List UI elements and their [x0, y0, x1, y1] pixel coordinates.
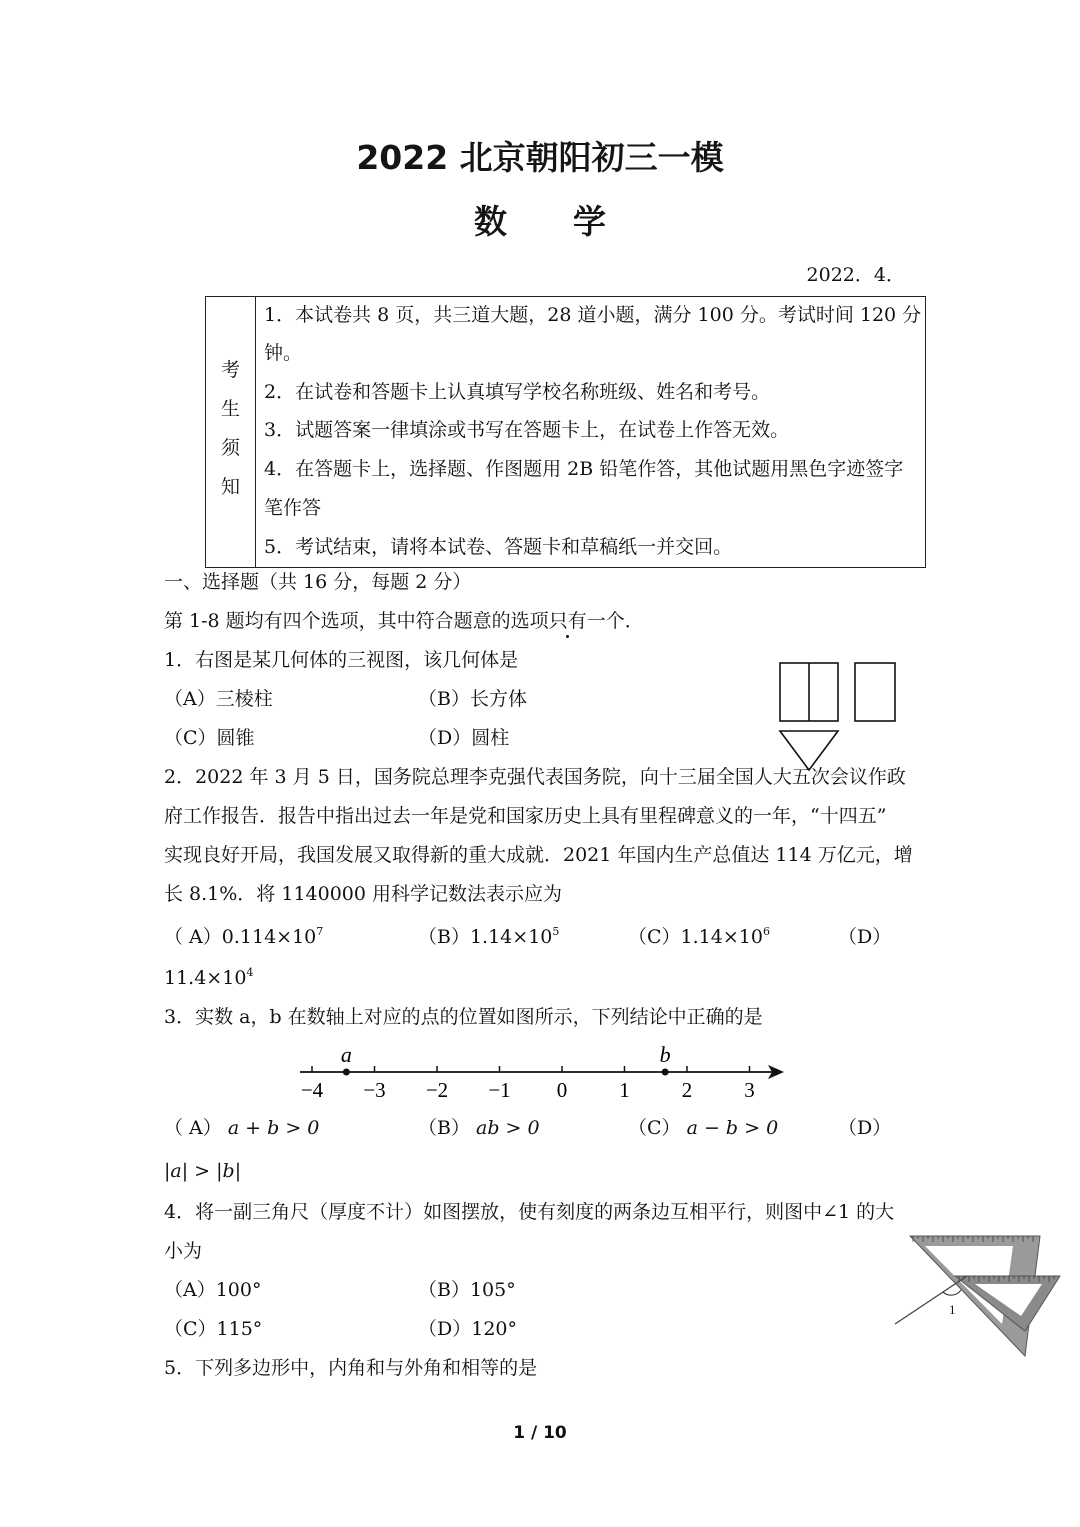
emphasis-text: 只有	[548, 610, 587, 632]
notice-label-cell	[206, 297, 256, 567]
exam-date: 2022．4．	[806, 264, 905, 286]
q3-option-d-label: （D）	[838, 1117, 892, 1139]
q2-option-c	[628, 926, 770, 948]
q2-option-d-label: （D）	[838, 926, 892, 948]
top-view	[780, 731, 838, 770]
point-a	[343, 1069, 350, 1076]
section-instruction	[164, 610, 644, 632]
three-view-diagram	[775, 658, 905, 773]
option-base: 1.14×10	[469, 926, 553, 948]
question-4-line: 小为	[164, 1240, 203, 1262]
notice-line: 3．试题答案一律填涂或书写在答题卡上，在试卷上作答无效。	[264, 419, 790, 441]
notice-label-char: 知	[221, 476, 241, 498]
q2-option-d-value	[164, 967, 253, 989]
set-squares-diagram	[895, 1232, 1075, 1358]
number-line-tick-label: 3	[744, 1078, 755, 1102]
notice-label-char: 生	[221, 398, 241, 420]
question-2-line: 2．2022 年 3 月 5 日，国务院总理李克强代表国务院，向十三届全国人大五次会议作政	[164, 766, 906, 788]
notice-line: 钟。	[264, 342, 303, 364]
option-expression: ab > 0	[476, 1117, 540, 1139]
option-label: （B）	[418, 926, 470, 948]
number-line-tick-label: −2	[425, 1078, 449, 1102]
number-line-tick-label: −1	[488, 1078, 511, 1102]
option-label: （C）	[628, 1117, 681, 1139]
angle-label: 1	[949, 1302, 956, 1317]
question-1-stem: 1．右图是某几何体的三视图，该几何体是	[164, 649, 519, 671]
number-line-tick-label: −3	[363, 1078, 386, 1102]
instruction-text: 一个．	[586, 610, 644, 632]
notice-line: 2．在试卷和答题卡上认真填写学校名称班级、姓名和考号。	[264, 381, 771, 403]
q3-option-c	[628, 1117, 778, 1139]
option-expression: a + b > 0	[227, 1117, 320, 1139]
q3-option-b	[418, 1117, 540, 1139]
question-2-line: 长 8.1%．将 1140000 用科学记数法表示应为	[164, 883, 563, 905]
q4-option-b: （B）105°	[418, 1279, 516, 1301]
option-exponent: 7	[316, 925, 324, 938]
subject-title: 数 学	[474, 202, 606, 241]
question-4-line: 4．将一副三角尺（厚度不计）如图摆放，使有刻度的两条边互相平行，则图中∠1 的大	[164, 1201, 895, 1223]
option-base: 0.114×10	[221, 926, 317, 948]
q1-option-a: （A）三棱柱	[164, 688, 273, 710]
option-label: （C）	[628, 926, 681, 948]
notice-label-char: 须	[221, 437, 241, 459]
number-line-tick-label: 1	[619, 1078, 630, 1102]
ruler-edge	[895, 1276, 967, 1324]
number-line-tick-label: −4	[300, 1078, 324, 1102]
question-5-stem: 5．下列多边形中，内角和与外角和相等的是	[164, 1357, 538, 1379]
section-heading: 一、选择题（共 16 分，每题 2 分）	[164, 571, 472, 593]
q4-option-a: （A）100°	[164, 1279, 262, 1301]
q1-option-d: （D）圆柱	[418, 727, 510, 749]
q4-option-d: （D）120°	[418, 1318, 517, 1340]
q1-option-b: （B）长方体	[418, 688, 527, 710]
number-line-tick-label: 2	[681, 1078, 693, 1102]
q2-option-b	[418, 926, 559, 948]
option-label: （ A）	[164, 926, 222, 948]
notice-line: 1．本试卷共 8 页，共三道大题，28 道小题，满分 100 分。考试时间 120 分	[264, 304, 922, 326]
side-view	[855, 663, 895, 721]
question-2-line: 实现良好开局，我国发展又取得新的重大成就．2021 年国内生产总值达 114 万亿元，增	[164, 844, 913, 866]
option-exponent: 4	[246, 966, 254, 979]
page-number: 1 / 10	[513, 1423, 567, 1443]
q4-option-c: （C）115°	[164, 1318, 263, 1340]
notice-line: 4．在答题卡上，选择题、作图题用 2B 铅笔作答，其他试题用黑色字迹签字	[264, 458, 904, 480]
option-expression: a − b > 0	[686, 1117, 779, 1139]
question-2-line: 府工作报告．报告中指出过去一年是党和国家历史上具有里程碑意义的一年，“十四五”	[164, 805, 887, 827]
option-base: 1.14×10	[680, 926, 763, 948]
q3-option-a	[164, 1117, 319, 1139]
point-b	[662, 1069, 669, 1076]
point-a-label: a	[340, 1042, 352, 1067]
number-line	[290, 1040, 790, 1104]
number-line-tick-label: 0	[556, 1078, 568, 1102]
instruction-text: 第 1-8 题均有四个选项，其中符合题意的选项	[164, 610, 549, 632]
q3-option-d-value: |a| > |b|	[164, 1160, 242, 1182]
question-3-stem: 3．实数 a，b 在数轴上对应的点的位置如图所示，下列结论中正确的是	[164, 1006, 763, 1028]
notice-line: 笔作答	[264, 497, 322, 519]
notice-box	[205, 296, 926, 568]
exam-title: 2022 北京朝阳初三一模	[356, 138, 724, 177]
option-exponent: 6	[762, 925, 770, 938]
option-label: （B）	[418, 1117, 470, 1139]
notice-line: 5．考试结束，请将本试卷、答题卡和草稿纸一并交回。	[264, 536, 733, 558]
point-b-label: b	[659, 1042, 671, 1067]
option-base: 11.4×10	[164, 967, 247, 989]
option-label: （ A）	[164, 1117, 222, 1139]
q1-option-c: （C）圆锥	[164, 727, 255, 749]
notice-label-char: 考	[221, 359, 241, 381]
q2-option-a	[164, 926, 323, 948]
option-exponent: 5	[552, 925, 560, 938]
